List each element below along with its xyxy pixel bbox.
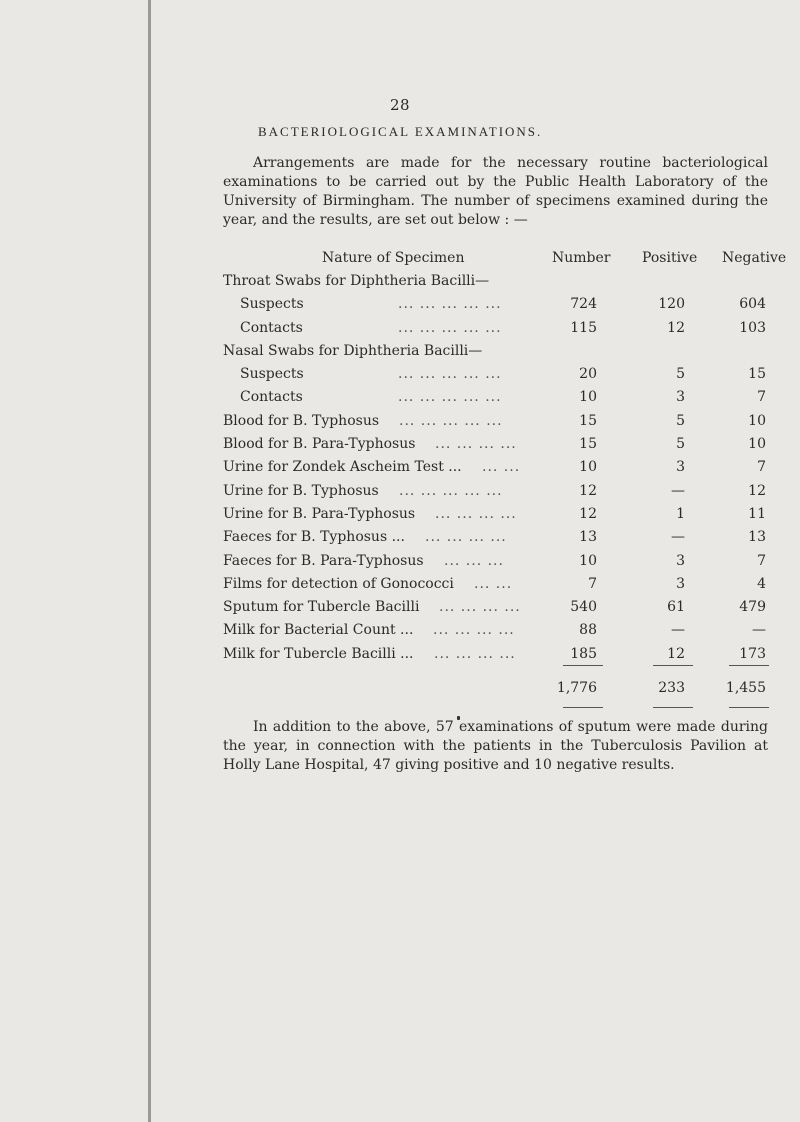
negative-cell: 12: [748, 482, 766, 499]
table-header: [322, 250, 792, 270]
count-cell: 185: [570, 645, 597, 662]
count-cell: 724: [570, 296, 597, 313]
count-cell: 88: [579, 622, 597, 639]
negative-cell: 7: [757, 459, 766, 476]
count-cell: 540: [570, 599, 597, 616]
negative-cell: 173: [739, 645, 766, 662]
table-row: [0, 433, 800, 456]
total-positive: 233: [658, 680, 685, 696]
leader-dots: ... ... ...: [444, 552, 504, 569]
specimen-table: [0, 270, 800, 666]
intro-paragraph: Arrangements are made for the necessary routine bacteriological examinations to be carried out by the Public Health Laboratory of the University of Birmingham. The number of specimens examined during the year, and the results, are set out below : —: [223, 155, 768, 228]
leader-dots: ... ... ... ... ...: [398, 366, 502, 383]
specimen-label: Faeces for B. Para-Typhosus: [223, 552, 424, 569]
positive-cell: 3: [676, 459, 685, 476]
table-row: [0, 386, 800, 409]
positive-cell: 3: [676, 389, 685, 406]
positive-cell: —: [671, 529, 685, 546]
negative-cell: —: [752, 622, 766, 639]
table-row: [0, 619, 800, 642]
closing-paragraph: In addition to the above, 57 examinations of sputum were made during the year, in connection with the patients in the Tuberculosis Pavilion at Holly Lane Hospital, 47 giving positive and 10 negative results.: [223, 719, 768, 773]
header-number: Number: [552, 250, 611, 266]
header-negative: Negative: [722, 250, 787, 266]
positive-cell: 12: [667, 645, 685, 662]
leader-dots: ... ... ... ... ...: [398, 296, 502, 313]
leader-dots: ... ... ... ...: [433, 622, 515, 639]
specimen-label: Blood for B. Typhosus: [223, 412, 380, 429]
positive-cell: —: [671, 482, 685, 499]
negative-cell: 103: [739, 319, 766, 336]
count-cell: 15: [579, 412, 597, 429]
table-row: [0, 456, 800, 479]
specimen-label: Urine for Zondek Ascheim Test ...: [223, 459, 462, 476]
count-cell: 12: [579, 505, 597, 522]
positive-cell: 5: [676, 412, 685, 429]
leader-dots: ... ... ... ... ...: [399, 412, 503, 429]
count-cell: 10: [579, 389, 597, 406]
table-row: [0, 526, 800, 549]
specimen-label: Throat Swabs for Diphtheria Bacilli—: [223, 273, 490, 289]
positive-cell: 5: [676, 366, 685, 383]
table-row: [0, 293, 800, 316]
leader-dots: ... ... ... ...: [435, 505, 517, 522]
positive-cell: 12: [667, 319, 685, 336]
negative-cell: 7: [757, 552, 766, 569]
specimen-label: Milk for Tubercle Bacilli ...: [223, 645, 414, 662]
leader-dots: ... ... ... ... ...: [398, 389, 502, 406]
negative-cell: 10: [748, 412, 766, 429]
count-cell: 13: [579, 529, 597, 546]
specimen-label: Blood for B. Para-Typhosus: [223, 436, 416, 453]
table-row: [0, 550, 800, 573]
specimen-label: Suspects: [240, 296, 304, 313]
count-cell: 7: [588, 575, 597, 592]
total-number: 1,776: [556, 680, 597, 696]
count-cell: 10: [579, 552, 597, 569]
negative-cell: 13: [748, 529, 766, 546]
leader-dots: ... ... ... ...: [435, 436, 517, 453]
positive-cell: 3: [676, 575, 685, 592]
specimen-label: Films for detection of Gonococci: [223, 575, 454, 592]
leader-dots: ... ... ... ...: [439, 599, 521, 616]
table-row: [0, 317, 800, 340]
negative-cell: 4: [757, 575, 766, 592]
table-row: [0, 503, 800, 526]
leader-dots: ... ... ... ... ...: [398, 319, 502, 336]
total-rule: [0, 707, 800, 709]
total-negative: 1,455: [725, 680, 766, 696]
negative-cell: 479: [739, 599, 766, 616]
specimen-label: Contacts: [240, 319, 303, 336]
negative-cell: 10: [748, 436, 766, 453]
leader-dots: ... ...: [474, 575, 513, 592]
specimen-label: Faeces for B. Typhosus ...: [223, 529, 405, 546]
negative-cell: 7: [757, 389, 766, 406]
table-row: [0, 596, 800, 619]
table-row: [0, 480, 800, 503]
positive-cell: 5: [676, 436, 685, 453]
table-row: [0, 643, 800, 666]
positive-cell: 3: [676, 552, 685, 569]
specimen-label: Sputum for Tubercle Bacilli: [223, 599, 420, 616]
specimen-label: Urine for B. Para-Typhosus: [223, 505, 416, 522]
table-row: [0, 573, 800, 596]
negative-cell: 15: [748, 366, 766, 383]
leader-dots: ... ... ... ... ...: [399, 482, 503, 499]
negative-cell: 11: [748, 505, 766, 522]
subtotal-rule: [0, 665, 800, 667]
specimen-label: Nasal Swabs for Diphtheria Bacilli—: [223, 342, 483, 359]
totals-row: [0, 680, 800, 700]
header-positive: Positive: [642, 250, 698, 266]
positive-cell: 120: [658, 296, 685, 313]
leader-dots: ... ... ... ...: [425, 529, 507, 546]
specimen-label: Contacts: [240, 389, 303, 406]
table-row: [0, 410, 800, 433]
header-nature: Nature of Specimen: [322, 250, 465, 266]
leader-dots: ... ... ... ...: [434, 645, 516, 662]
table-row: [0, 270, 800, 293]
leader-dots: ... ...: [482, 459, 521, 476]
specimen-label: Milk for Bacterial Count ...: [223, 622, 414, 639]
count-cell: 12: [579, 482, 597, 499]
count-cell: 20: [579, 366, 597, 383]
count-cell: 115: [570, 319, 597, 336]
positive-cell: 61: [667, 599, 685, 616]
count-cell: 10: [579, 459, 597, 476]
specimen-label: Urine for B. Typhosus: [223, 482, 379, 499]
negative-cell: 604: [739, 296, 766, 313]
positive-cell: —: [671, 622, 685, 639]
page-number: 28: [389, 96, 411, 114]
specimen-label: Suspects: [240, 366, 304, 383]
section-title: BACTERIOLOGICAL EXAMINATIONS.: [258, 124, 543, 139]
positive-cell: 1: [676, 505, 685, 522]
table-row: [0, 340, 800, 363]
count-cell: 15: [579, 436, 597, 453]
table-row: [0, 363, 800, 386]
